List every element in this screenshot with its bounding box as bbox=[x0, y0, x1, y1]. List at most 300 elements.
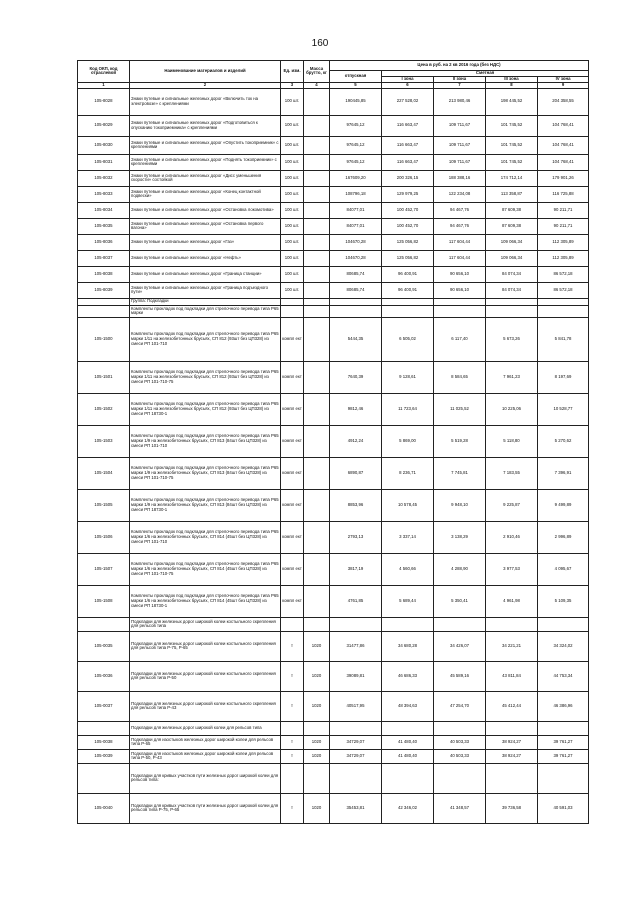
cell-price-otpusknaya: 9812,46 bbox=[330, 393, 382, 425]
cell-empty bbox=[434, 763, 486, 793]
cell-code: 105-0037 bbox=[78, 691, 130, 721]
cell-price-zone-4: 104 768,41 bbox=[538, 136, 589, 154]
cell-price-otpusknaya: 39089,81 bbox=[330, 661, 382, 691]
column-index: 6 bbox=[382, 82, 434, 88]
cell-price-zone-1: 11 723,64 bbox=[382, 393, 434, 425]
cell-price-zone-1: 46 686,33 bbox=[382, 661, 434, 691]
cell-empty bbox=[538, 763, 589, 793]
cell-price-zone-3: 174 712,14 bbox=[486, 170, 538, 186]
cell-mass bbox=[304, 170, 330, 186]
cell-price-otpusknaya: 108796,18 bbox=[330, 186, 382, 202]
header-zone-2: II зона bbox=[434, 76, 486, 82]
cell-price-zone-3: 87 609,38 bbox=[486, 202, 538, 218]
section-row bbox=[78, 298, 589, 305]
cell-empty bbox=[382, 763, 434, 793]
cell-name: Знаки путевые и сигнальные железных дорог «Опустить токоприемник» с креплениями bbox=[130, 136, 281, 154]
cell-section-name: Подкладки для железных дорог широкой колеи костыльного скрепления для рельсов типа bbox=[130, 617, 281, 631]
cell-price-zone-3: 7 183,55 bbox=[486, 457, 538, 489]
cell-price-zone-1: 5 869,00 bbox=[382, 425, 434, 457]
cell-unit: компл ект bbox=[281, 393, 304, 425]
table-row bbox=[78, 250, 589, 266]
cell-code: 105-8028 bbox=[78, 88, 130, 115]
cell-code: 105-8030 bbox=[78, 136, 130, 154]
cell-price-zone-4: 39 761,27 bbox=[538, 735, 589, 749]
cell-unit: т bbox=[281, 749, 304, 763]
cell-price-zone-4: 44 753,34 bbox=[538, 661, 589, 691]
table-row bbox=[78, 489, 589, 521]
table-body bbox=[78, 88, 589, 823]
cell-empty bbox=[538, 721, 589, 735]
table-row bbox=[78, 282, 589, 298]
cell-name: Знаки путевые и сигнальные железных дорог «Подготовиться к опусканию токоприемника» с креплениями bbox=[130, 115, 281, 136]
column-index: 4 bbox=[304, 82, 330, 88]
cell-code: 105-1508 bbox=[78, 585, 130, 617]
cell-price-zone-1: 41 480,40 bbox=[382, 735, 434, 749]
cell-price-zone-2: 11 025,52 bbox=[434, 393, 486, 425]
cell-empty bbox=[486, 305, 538, 317]
cell-code: 105-0035 bbox=[78, 631, 130, 661]
cell-price-zone-4: 104 768,41 bbox=[538, 154, 589, 170]
cell-price-zone-2: 94 467,76 bbox=[434, 218, 486, 234]
cell-unit: 100 шт. bbox=[281, 88, 304, 115]
cell-price-zone-3: 5 118,80 bbox=[486, 425, 538, 457]
table-row bbox=[78, 735, 589, 749]
cell-price-zone-3: 3 977,53 bbox=[486, 553, 538, 585]
cell-empty bbox=[382, 305, 434, 317]
cell-price-zone-3: 38 924,27 bbox=[486, 735, 538, 749]
cell-price-zone-2: 90 656,10 bbox=[434, 266, 486, 282]
cell-empty bbox=[78, 721, 130, 735]
cell-price-zone-2: 45 589,16 bbox=[434, 661, 486, 691]
cell-mass bbox=[304, 88, 330, 115]
cell-empty bbox=[330, 763, 382, 793]
cell-unit: т bbox=[281, 793, 304, 823]
cell-price-zone-1: 116 663,47 bbox=[382, 115, 434, 136]
cell-unit: 100 шт. bbox=[281, 282, 304, 298]
header-zone-3: III зона bbox=[486, 76, 538, 82]
cell-price-zone-2: 34 426,07 bbox=[434, 631, 486, 661]
cell-price-zone-4: 7 396,91 bbox=[538, 457, 589, 489]
cell-section-name: Комплекты прокладок под подкладки для стрелочного перевода типа Р65 марки bbox=[131, 305, 279, 316]
cell-name: Подкладки для железных дорог широкой колеи костыльного скрепления для рельсов типа Р-43 bbox=[130, 691, 281, 721]
cell-empty bbox=[538, 305, 589, 317]
cell-price-zone-1: 227 528,02 bbox=[382, 88, 434, 115]
cell-code: 105-8031 bbox=[78, 154, 130, 170]
cell-price-zone-4: 39 761,27 bbox=[538, 749, 589, 763]
table-row bbox=[78, 521, 589, 553]
header-price-title: Цена в руб. на 2 кв 2016 года (без НДС) bbox=[330, 61, 589, 71]
cell-name: Знаки путевые и сигнальные железных дорог «Нефть» bbox=[130, 250, 281, 266]
column-index: 5 bbox=[330, 82, 382, 88]
cell-price-zone-1: 9 128,61 bbox=[382, 361, 434, 393]
table-row bbox=[78, 793, 589, 823]
cell-code: 105-1507 bbox=[78, 553, 130, 585]
cell-price-zone-1: 10 578,45 bbox=[382, 489, 434, 521]
cell-price-zone-2: 109 711,67 bbox=[434, 136, 486, 154]
cell-price-zone-2: 5 350,41 bbox=[434, 585, 486, 617]
section-row bbox=[78, 763, 589, 793]
cell-mass bbox=[304, 234, 330, 250]
cell-price-zone-4: 86 572,18 bbox=[538, 282, 589, 298]
cell-code: 105-0040 bbox=[78, 793, 130, 823]
cell-empty bbox=[434, 298, 486, 305]
cell-unit: 100 шт. bbox=[281, 218, 304, 234]
cell-price-otpusknaya: 97645,12 bbox=[330, 115, 382, 136]
cell-price-zone-3: 2 910,46 bbox=[486, 521, 538, 553]
cell-unit: 100 шт. bbox=[281, 154, 304, 170]
cell-mass bbox=[304, 361, 330, 393]
price-table bbox=[77, 60, 589, 824]
cell-price-zone-1: 6 505,02 bbox=[382, 317, 434, 361]
cell-mass bbox=[304, 136, 330, 154]
table-row bbox=[78, 136, 589, 154]
cell-price-zone-2: 188 388,16 bbox=[434, 170, 486, 186]
cell-empty bbox=[304, 617, 330, 631]
cell-price-zone-4: 112 305,89 bbox=[538, 234, 589, 250]
cell-empty bbox=[330, 617, 382, 631]
table-row bbox=[78, 186, 589, 202]
cell-name: Подкладки для изостыков железных дорог широкой колеи для рельсов типа Р-50, Р-43 bbox=[130, 749, 281, 763]
cell-price-zone-3: 109 066,34 bbox=[486, 250, 538, 266]
cell-price-otpusknaya: 97645,12 bbox=[330, 154, 382, 170]
cell-unit: 100 шт. bbox=[281, 250, 304, 266]
cell-price-zone-1: 100 452,70 bbox=[382, 218, 434, 234]
cell-price-zone-3: 4 961,98 bbox=[486, 585, 538, 617]
table-row bbox=[78, 631, 589, 661]
cell-code: 105-8029 bbox=[78, 115, 130, 136]
cell-price-otpusknaya: 80685,74 bbox=[330, 282, 382, 298]
cell-empty bbox=[434, 617, 486, 631]
cell-code: 105-8039 bbox=[78, 282, 130, 298]
cell-price-zone-1: 116 663,47 bbox=[382, 136, 434, 154]
cell-price-otpusknaya: 167609,20 bbox=[330, 170, 382, 186]
cell-empty bbox=[434, 305, 486, 317]
cell-price-zone-3: 45 412,44 bbox=[486, 691, 538, 721]
cell-price-zone-2: 41 348,57 bbox=[434, 793, 486, 823]
cell-price-otpusknaya: 7640,39 bbox=[330, 361, 382, 393]
cell-code: 105-8035 bbox=[78, 218, 130, 234]
cell-mass bbox=[304, 115, 330, 136]
cell-price-zone-1: 125 056,82 bbox=[382, 250, 434, 266]
cell-price-zone-2: 40 503,33 bbox=[434, 749, 486, 763]
cell-name: Знаки путевые и сигнальные железных дорог «Остановка первого вагона» bbox=[130, 218, 281, 234]
table-row bbox=[78, 154, 589, 170]
section-row bbox=[78, 721, 589, 735]
cell-price-zone-3: 84 074,34 bbox=[486, 282, 538, 298]
table-row bbox=[78, 661, 589, 691]
cell-price-zone-4: 90 211,71 bbox=[538, 218, 589, 234]
cell-price-zone-2: 8 584,65 bbox=[434, 361, 486, 393]
header-zone-1: I зона bbox=[382, 76, 434, 82]
cell-price-otpusknaya: 84077,01 bbox=[330, 202, 382, 218]
cell-name: Комплекты прокладок под подкладки для стрелочного перевода типа Р65 марки 1/11 на железобетонных брусьях, СП 812 (93шт без ЦП328) из смеси РП 101-710-75 bbox=[130, 361, 281, 393]
table-row bbox=[78, 749, 589, 763]
cell-price-zone-3: 38 924,27 bbox=[486, 749, 538, 763]
cell-mass bbox=[304, 553, 330, 585]
cell-empty bbox=[382, 298, 434, 305]
cell-empty bbox=[434, 721, 486, 735]
section-row bbox=[78, 617, 589, 631]
cell-mass bbox=[304, 585, 330, 617]
cell-price-zone-3: 39 736,58 bbox=[486, 793, 538, 823]
cell-name: Подкладки для железных дорог широкой колеи костыльного скрепления для рельсов типа Р-75, Р-65 bbox=[130, 631, 281, 661]
cell-empty bbox=[78, 763, 130, 793]
cell-price-otpusknaya: 97645,12 bbox=[330, 136, 382, 154]
column-index: 3 bbox=[281, 82, 304, 88]
cell-unit: компл ект bbox=[281, 317, 304, 361]
cell-price-otpusknaya: 5444,35 bbox=[330, 317, 382, 361]
cell-price-otpusknaya: 34729,07 bbox=[330, 735, 382, 749]
cell-empty bbox=[538, 298, 589, 305]
cell-unit: компл ект bbox=[281, 521, 304, 553]
cell-price-zone-3: 198 445,52 bbox=[486, 88, 538, 115]
cell-price-zone-2: 117 604,44 bbox=[434, 250, 486, 266]
cell-name: Знаки путевые и сигнальные железных дорог «Дисс уменьшения скорости» состойкой bbox=[130, 170, 281, 186]
cell-price-zone-2: 5 519,28 bbox=[434, 425, 486, 457]
cell-price-zone-4: 40 591,03 bbox=[538, 793, 589, 823]
cell-empty bbox=[304, 305, 330, 317]
cell-price-zone-4: 8 197,69 bbox=[538, 361, 589, 393]
cell-empty bbox=[78, 298, 130, 305]
cell-price-zone-3: 101 745,52 bbox=[486, 154, 538, 170]
cell-unit: компл ект bbox=[281, 425, 304, 457]
cell-unit: 100 шт. bbox=[281, 202, 304, 218]
cell-code: 105-8038 bbox=[78, 266, 130, 282]
cell-code: 105-8037 bbox=[78, 250, 130, 266]
cell-mass bbox=[304, 186, 330, 202]
cell-price-zone-2: 7 745,81 bbox=[434, 457, 486, 489]
cell-price-zone-2: 90 656,10 bbox=[434, 282, 486, 298]
cell-price-otpusknaya: 190445,85 bbox=[330, 88, 382, 115]
cell-price-zone-4: 2 996,89 bbox=[538, 521, 589, 553]
header-code: Код ОКП, код отраслевой bbox=[78, 61, 130, 83]
cell-unit: 100 шт. bbox=[281, 234, 304, 250]
section-row bbox=[78, 305, 589, 317]
table-row bbox=[78, 234, 589, 250]
cell-empty bbox=[538, 617, 589, 631]
cell-empty bbox=[486, 763, 538, 793]
cell-price-zone-3: 7 961,23 bbox=[486, 361, 538, 393]
header-unit: Ед. изм. bbox=[281, 61, 304, 83]
cell-mass bbox=[304, 250, 330, 266]
table-row bbox=[78, 691, 589, 721]
cell-unit: 100 шт. bbox=[281, 266, 304, 282]
table-row bbox=[78, 170, 589, 186]
cell-code: 105-1504 bbox=[78, 457, 130, 489]
cell-price-otpusknaya: 6890,87 bbox=[330, 457, 382, 489]
cell-unit: т bbox=[281, 661, 304, 691]
cell-price-zone-4: 4 095,67 bbox=[538, 553, 589, 585]
cell-mass bbox=[304, 266, 330, 282]
cell-price-zone-1: 200 326,15 bbox=[382, 170, 434, 186]
cell-price-zone-1: 129 979,25 bbox=[382, 186, 434, 202]
cell-name: Комплекты прокладок под подкладки для стрелочного перевода типа Р65 марки 1/11 на железобетонных брусьях, СП 812 (93шт без ЦП328) из смеси РП 101-710 bbox=[130, 317, 281, 361]
cell-mass bbox=[304, 425, 330, 457]
cell-price-otpusknaya: 35453,81 bbox=[330, 793, 382, 823]
cell-mass: 1020 bbox=[304, 793, 330, 823]
cell-unit: компл ект bbox=[281, 553, 304, 585]
cell-empty bbox=[281, 305, 304, 317]
cell-empty bbox=[304, 721, 330, 735]
table-row bbox=[78, 218, 589, 234]
cell-mass bbox=[304, 393, 330, 425]
cell-price-zone-4: 5 270,62 bbox=[538, 425, 589, 457]
cell-code: 105-8032 bbox=[78, 170, 130, 186]
cell-price-zone-2: 109 711,67 bbox=[434, 115, 486, 136]
cell-empty bbox=[486, 617, 538, 631]
cell-price-zone-1: 4 560,66 bbox=[382, 553, 434, 585]
header-otpusknaya: отпускная bbox=[330, 71, 382, 83]
cell-price-zone-3: 87 609,38 bbox=[486, 218, 538, 234]
cell-price-zone-1: 5 689,44 bbox=[382, 585, 434, 617]
cell-unit: 100 шт. bbox=[281, 170, 304, 186]
cell-empty bbox=[281, 721, 304, 735]
cell-price-otpusknaya: 84077,01 bbox=[330, 218, 382, 234]
cell-price-otpusknaya: 40517,95 bbox=[330, 691, 382, 721]
table-row bbox=[78, 266, 589, 282]
cell-mass bbox=[304, 521, 330, 553]
cell-name: Знаки путевые и сигнальные железных дорог «Остановка локомотива» bbox=[130, 202, 281, 218]
cell-mass: 1020 bbox=[304, 661, 330, 691]
cell-price-otpusknaya: 31477,86 bbox=[330, 631, 382, 661]
cell-code: 105-0036 bbox=[78, 661, 130, 691]
table-row bbox=[78, 585, 589, 617]
column-index: 9 bbox=[538, 82, 589, 88]
cell-name: Комплекты прокладок под подкладки для стрелочного перевода типа Р65 марки 1/6 на железобетонных брусьях, СП 814 (45шт без ЦП328) из смеси РП 18730-1 bbox=[130, 585, 281, 617]
cell-price-zone-4: 86 572,18 bbox=[538, 266, 589, 282]
column-index: 2 bbox=[130, 82, 281, 88]
cell-mass: 1020 bbox=[304, 749, 330, 763]
cell-price-zone-3: 10 225,06 bbox=[486, 393, 538, 425]
cell-name: Знаки путевые и сигнальные железных дорог «Граница подъездного пути» bbox=[130, 282, 281, 298]
cell-unit: компл ект bbox=[281, 361, 304, 393]
cell-price-zone-4: 112 305,89 bbox=[538, 250, 589, 266]
table-row bbox=[78, 361, 589, 393]
cell-name: Знаки путевые и сигнальные железных дорог «Включить ток на электровозе» с креплениями bbox=[130, 88, 281, 115]
cell-price-otpusknaya: 4761,85 bbox=[330, 585, 382, 617]
cell-section-name: Группа: Подкладки bbox=[130, 298, 281, 305]
cell-price-zone-1: 96 400,91 bbox=[382, 266, 434, 282]
cell-unit: 100 шт. bbox=[281, 186, 304, 202]
table-row bbox=[78, 88, 589, 115]
cell-price-zone-1: 8 236,71 bbox=[382, 457, 434, 489]
cell-name: Комплекты прокладок под подкладки для стрелочного перевода типа Р65 марки 1/9 на железобетонных брусьях, СП 813 (84шт без ЦП328) из смеси РП 18730-1 bbox=[130, 489, 281, 521]
cell-mass bbox=[304, 317, 330, 361]
cell-price-zone-2: 117 604,44 bbox=[434, 234, 486, 250]
cell-empty bbox=[281, 617, 304, 631]
cell-price-otpusknaya: 34729,07 bbox=[330, 749, 382, 763]
cell-name: Подкладки для железных дорог широкой колеи костыльного скрепления для рельсов типа Р-50 bbox=[130, 661, 281, 691]
cell-price-otpusknaya: 8853,96 bbox=[330, 489, 382, 521]
table-row bbox=[78, 202, 589, 218]
cell-empty bbox=[486, 298, 538, 305]
cell-price-zone-1: 34 680,28 bbox=[382, 631, 434, 661]
cell-price-otpusknaya: 104670,28 bbox=[330, 250, 382, 266]
cell-mass bbox=[304, 489, 330, 521]
cell-price-zone-2: 4 288,90 bbox=[434, 553, 486, 585]
cell-price-zone-4: 204 358,55 bbox=[538, 88, 589, 115]
cell-price-zone-4: 179 901,26 bbox=[538, 170, 589, 186]
cell-price-zone-3: 113 358,87 bbox=[486, 186, 538, 202]
cell-mass bbox=[304, 282, 330, 298]
cell-price-zone-3: 84 074,34 bbox=[486, 266, 538, 282]
cell-empty bbox=[330, 305, 382, 317]
cell-empty bbox=[486, 721, 538, 735]
cell-price-zone-3: 101 745,52 bbox=[486, 115, 538, 136]
table-row bbox=[78, 457, 589, 489]
cell-empty bbox=[330, 298, 382, 305]
table-row bbox=[78, 317, 589, 361]
cell-price-zone-1: 42 346,02 bbox=[382, 793, 434, 823]
cell-name: Подкладки для изостыков железных дорог широкой колеи для рельсов типа Р-65 bbox=[130, 735, 281, 749]
cell-price-otpusknaya: 3817,19 bbox=[330, 553, 382, 585]
cell-price-zone-1: 41 480,40 bbox=[382, 749, 434, 763]
cell-price-zone-4: 90 211,71 bbox=[538, 202, 589, 218]
header-smetnaya: Сметная bbox=[382, 71, 589, 77]
cell-name: Комплекты прокладок под подкладки для стрелочного перевода типа Р65 марки 1/9 на железобетонных брусьях, СП 813 (84шт без ЦП328) из смеси РП 101-710 bbox=[130, 425, 281, 457]
cell-price-otpusknaya: 80685,74 bbox=[330, 266, 382, 282]
cell-code: 105-1506 bbox=[78, 521, 130, 553]
cell-code: 105-1503 bbox=[78, 425, 130, 457]
column-index: 8 bbox=[486, 82, 538, 88]
cell-price-zone-3: 101 745,52 bbox=[486, 136, 538, 154]
cell-price-zone-3: 43 811,84 bbox=[486, 661, 538, 691]
cell-unit: т bbox=[281, 691, 304, 721]
cell-price-zone-3: 109 066,34 bbox=[486, 234, 538, 250]
cell-price-zone-1: 96 400,91 bbox=[382, 282, 434, 298]
column-index: 1 bbox=[78, 82, 130, 88]
cell-price-zone-2: 47 254,70 bbox=[434, 691, 486, 721]
table-row bbox=[78, 115, 589, 136]
cell-name: Знаки путевые и сигнальные железных дорог «Поднять токоприемник» с креплениями bbox=[130, 154, 281, 170]
cell-code: 105-8036 bbox=[78, 234, 130, 250]
cell-price-zone-4: 46 386,96 bbox=[538, 691, 589, 721]
table-row bbox=[78, 425, 589, 457]
cell-unit: 100 шт. bbox=[281, 136, 304, 154]
cell-code: 105-8033 bbox=[78, 186, 130, 202]
cell-empty bbox=[78, 305, 130, 317]
cell-code: 105-1502 bbox=[78, 393, 130, 425]
cell-price-zone-2: 122 234,08 bbox=[434, 186, 486, 202]
cell-price-otpusknaya: 104670,28 bbox=[330, 234, 382, 250]
cell-name: Подкладки для кривых участков пути железных дорог широкой колеи для рельсов типа Р-75, Р-65 bbox=[130, 793, 281, 823]
cell-code: 105-0039 bbox=[78, 749, 130, 763]
cell-price-zone-1: 3 337,14 bbox=[382, 521, 434, 553]
cell-code: 105-0038 bbox=[78, 735, 130, 749]
cell-price-otpusknaya: 2793,13 bbox=[330, 521, 382, 553]
cell-price-otpusknaya: 4912,24 bbox=[330, 425, 382, 457]
cell-price-zone-3: 5 673,26 bbox=[486, 317, 538, 361]
cell-empty bbox=[281, 298, 304, 305]
cell-code: 105-1505 bbox=[78, 489, 130, 521]
cell-price-zone-4: 5 109,35 bbox=[538, 585, 589, 617]
header-name: Наименование материалов и изделий bbox=[130, 61, 281, 83]
column-index: 7 bbox=[434, 82, 486, 88]
cell-name: Знаки путевые и сигнальные железных дорог «Граница станции» bbox=[130, 266, 281, 282]
cell-price-zone-2: 109 711,67 bbox=[434, 154, 486, 170]
cell-price-zone-3: 9 225,87 bbox=[486, 489, 538, 521]
cell-price-zone-2: 40 503,33 bbox=[434, 735, 486, 749]
cell-name: Знаки путевые и сигнальные железных дорог «Газ» bbox=[130, 234, 281, 250]
cell-price-zone-1: 116 663,47 bbox=[382, 154, 434, 170]
cell-price-zone-2: 3 138,29 bbox=[434, 521, 486, 553]
cell-price-zone-4: 116 725,88 bbox=[538, 186, 589, 202]
cell-price-zone-2: 213 980,46 bbox=[434, 88, 486, 115]
cell-empty bbox=[382, 721, 434, 735]
cell-name: Комплекты прокладок под подкладки для стрелочного перевода типа Р65 марки 1/6 на железобетонных брусьях, СП 814 (45шт без ЦП328) из смеси РП 101-710-75 bbox=[130, 553, 281, 585]
cell-empty bbox=[382, 617, 434, 631]
cell-unit: т bbox=[281, 631, 304, 661]
